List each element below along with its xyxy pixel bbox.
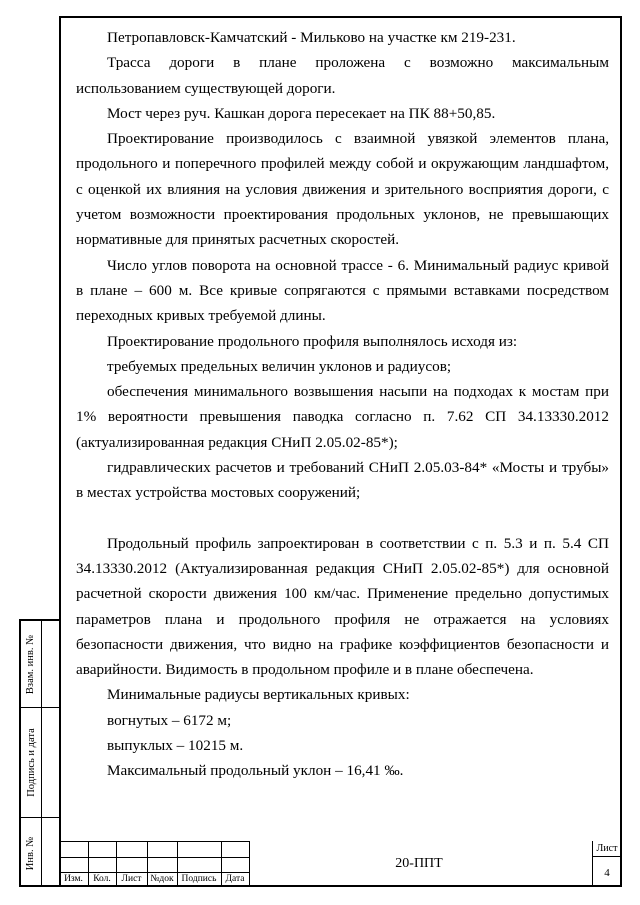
sheet-number: 4 bbox=[604, 867, 610, 879]
paragraph: Проектирование продольного профиля выполнялось исходя из: bbox=[107, 332, 518, 350]
paragraph: Проектирование производилось с взаимной увязкой элементов плана, продольного и поперечного профилей между собой и окружающим ландшафтом, с оценкой их влияния на условия движения и зрительного восприятия дороги, с учетом возможности проектирования продольных уклонов, не превышающих нормативные для принятых расчетных скоростей. bbox=[76, 130, 609, 249]
paragraph: Продольный профиль запроектирован в соответствии с п. 5.3 и п. 5.4 СП 34.13330.2012 (Актуализированная редакция СНиП 2.05.02-85*) для основной расчетной скорости движения 100 км/час. Применение предельно допустимых параметров плана и продольного профиля не отражается на условиях безопасности движения, что видно на графике коэффициентов безопасности и аварийности. Видимость в продольном профиле и в плане обеспечена. bbox=[76, 534, 609, 679]
paragraph: вогнутых – 6172 м; bbox=[107, 711, 232, 729]
document-body bbox=[76, 25, 609, 784]
paragraph: требуемых предельных величин уклонов и радиусов; bbox=[107, 357, 452, 375]
paragraph: Мост через руч. Кашкан дорога пересекает на ПК 88+50,85. bbox=[107, 104, 496, 122]
paragraph: обеспечения минимального возвышения насыпи на подходах к мостам при 1% вероятности превышения паводка согласно п. 7.62 СП 34.13330.2012 (актуализированная редакция СНиП 2.05.02-85*); bbox=[76, 383, 609, 451]
side-stamp-divider bbox=[41, 621, 42, 885]
paragraph: гидравлических расчетов и требований СНиП 2.05.03-84* «Мосты и трубы» в местах устройства мостовых сооружений; bbox=[76, 459, 609, 502]
paragraph: выпуклых – 10215 м. bbox=[107, 737, 244, 755]
sheet-label: Лист bbox=[596, 843, 618, 854]
col-data: Дата bbox=[225, 874, 245, 884]
side-stamp bbox=[19, 619, 59, 887]
col-list: Лист bbox=[121, 874, 142, 884]
col-ndok: №док bbox=[150, 874, 174, 884]
document-code: 20-ППТ bbox=[395, 856, 443, 871]
paragraph: Число углов поворота на основной трассе - 6. Минимальный радиус кривой в плане – 600 м. Все кривые сопрягаются с прямыми вставками посредством переходных кривых требуемой длины. bbox=[76, 256, 609, 325]
paragraph: Минимальные радиусы вертикальных кривых: bbox=[107, 686, 410, 704]
paragraph: Максимальный продольный уклон – 16,41 ‰. bbox=[107, 762, 404, 780]
paragraph: Петропавловск-Камчатский - Мильково на участке км 219-231. bbox=[107, 29, 516, 46]
paragraph: Трасса дороги в плане проложена с возможно максимальным использованием существующей дороги. bbox=[76, 54, 609, 97]
col-podpis: Подпись bbox=[181, 874, 217, 884]
side-stamp-replacement: Взам. инв. № bbox=[25, 634, 37, 694]
col-kol: Кол. bbox=[93, 874, 111, 884]
side-stamp-inventory: Инв. № bbox=[25, 836, 37, 870]
title-block bbox=[59, 841, 622, 887]
col-izm: Изм. bbox=[64, 874, 83, 884]
title-block-line bbox=[592, 856, 622, 857]
side-stamp-signature-date: Подпись и дата bbox=[25, 727, 37, 797]
